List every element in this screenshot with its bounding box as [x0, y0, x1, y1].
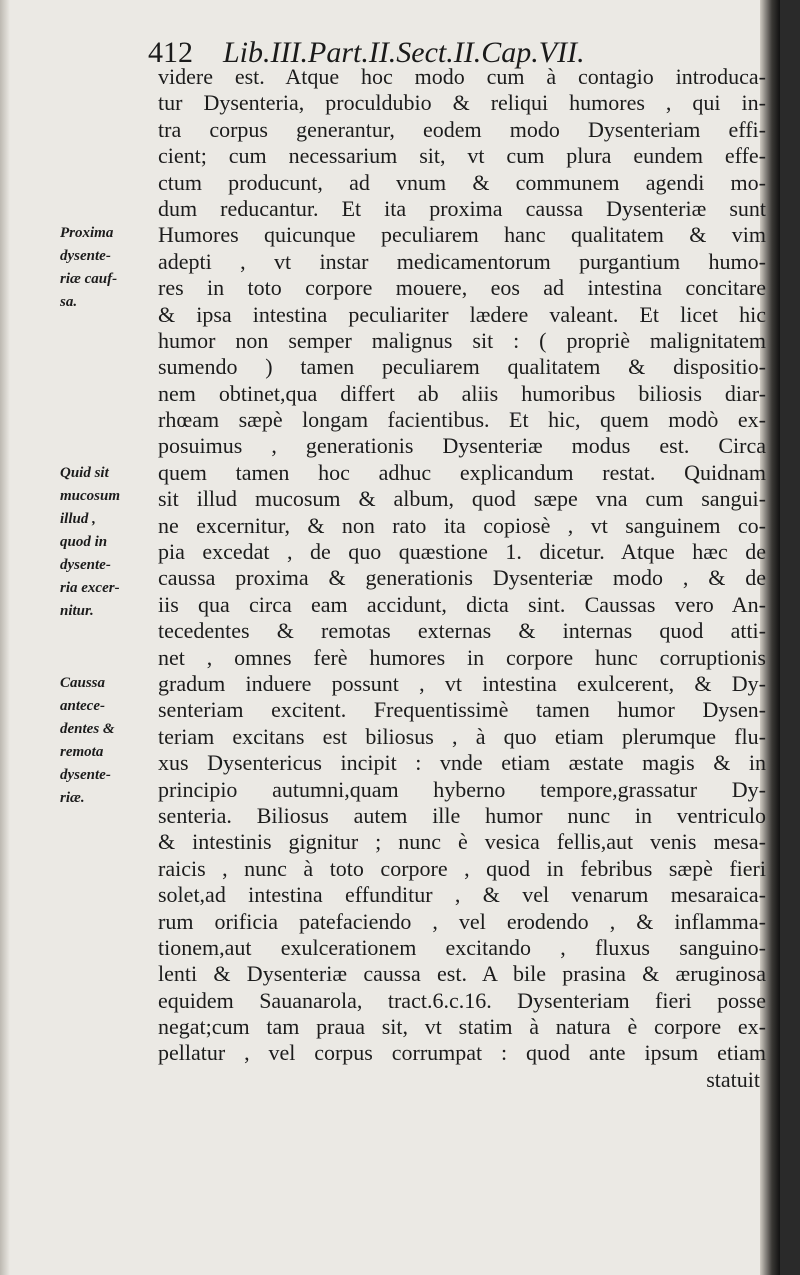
side-note-line: Proxima: [60, 225, 114, 241]
side-note-line: dysente-: [60, 767, 111, 783]
side-note-line: riæ cauf-: [60, 271, 118, 287]
text-line: & ipsa intestina peculiariter lædere valeant. Et licet hic: [158, 301, 766, 327]
text-line: gradum induere possunt , vt intestina exulcerent, & Dy-: [158, 670, 766, 696]
text-line: principio autumni,quam hyberno tempore,grassatur Dy-: [158, 776, 766, 802]
body-text: [158, 64, 766, 1093]
side-note-line: riæ.: [60, 790, 85, 806]
text-line: Humores quicunque peculiarem hanc qualitatem & vim: [158, 222, 766, 248]
side-note-line: dentes &: [60, 721, 115, 737]
text-line: tecedentes & remotas externas & internas quod atti-: [158, 618, 766, 644]
text-line: teriam excitans est biliosus , à quo etiam plerumque flu-: [158, 723, 766, 749]
text-line: ctum producunt, ad vnum & communem agendi mo-: [158, 169, 766, 195]
side-note-line: nitur.: [60, 603, 94, 619]
text-line: sit illud mucosum & album, quod sæpe vna cum sangui-: [158, 486, 766, 512]
side-note-line: dysente-: [60, 248, 111, 264]
text-line: tionem,aut exulcerationem excitando , fluxus sanguino-: [158, 934, 766, 960]
catchword: statuit: [706, 1066, 760, 1092]
text-line: negat;cum tam praua sit, vt statim à natura è corpore ex-: [158, 1014, 766, 1040]
side-note-mucosum: [60, 462, 152, 623]
text-line: iis qua circa eam accidunt, dicta sint. Caussas vero An-: [158, 591, 766, 617]
side-note-line: dysente-: [60, 557, 111, 573]
text-line: rum orificia patefaciendo , vel erodendo , & inflamma-: [158, 908, 766, 934]
side-note-line: antece-: [60, 698, 105, 714]
text-line: & intestinis gignitur ; nunc è vesica fellis,aut venis mesa-: [158, 829, 766, 855]
text-line: quem tamen hoc adhuc explicandum restat. Quidnam: [158, 459, 766, 485]
text-line: res in toto corpore mouere, eos ad intestina concitare: [158, 275, 766, 301]
text-line: videre est. Atque hoc modo cum à contagio introduca-: [158, 64, 766, 89]
text-line: ne excernitur, & non rato ita copiosè , vt sanguinem co-: [158, 512, 766, 538]
text-line: xus Dysentericus incipit : vnde etiam æstate magis & in: [158, 750, 766, 776]
text-line: equidem Sauanarola, tract.6.c.16. Dysenteriam fieri posse: [158, 987, 766, 1013]
text-line: raicis , nunc à toto corpore , quod in febribus sæpè fieri: [158, 855, 766, 881]
text-line: posuimus , generationis Dysenteriæ modus est. Circa: [158, 433, 766, 459]
text-line: lenti & Dysenteriæ caussa est. A bile prasina & æruginosa: [158, 961, 766, 987]
text-line: rhœam sæpè longam facientibus. Et hic, quem modò ex-: [158, 407, 766, 433]
side-note-line: remota: [60, 744, 104, 760]
text-line: nem obtinet,qua differt ab aliis humoribus biliosis diar-: [158, 380, 766, 406]
page-number: 412: [148, 36, 193, 69]
side-note-caussae: [60, 672, 152, 810]
text-line: sumendo ) tamen peculiarem qualitatem & dispositio-: [158, 354, 766, 380]
text-line: humor non semper malignus sit : ( propriè malignitatem: [158, 327, 766, 353]
text-line: pia excedat , de quo quæstione 1. dicetur. Atque hæc de: [158, 539, 766, 565]
text-line: senteria. Biliosus autem ille humor nunc in ventriculo: [158, 802, 766, 828]
text-line: cient; cum necessarium sit, vt cum plura eundem effe-: [158, 143, 766, 169]
text-line: caussa proxima & generationis Dysenteriæ modo , & de: [158, 565, 766, 591]
side-note-line: Quid sit: [60, 465, 109, 481]
text-line: solet,ad intestina effunditur , & vel venarum mesaraica-: [158, 882, 766, 908]
side-note-line: mucosum: [60, 488, 121, 504]
side-note-line: quod in: [60, 534, 108, 550]
text-line: adepti , vt instar medicamentorum purgantium humo-: [158, 248, 766, 274]
text-line: tur Dysenteria, proculdubio & reliqui humores , qui in-: [158, 90, 766, 116]
text-line: pellatur , vel corpus corrumpat : quod ante ipsum etiam: [158, 1040, 766, 1066]
page-edge-shade: [0, 0, 10, 1275]
side-note-line: illud ,: [60, 511, 96, 527]
text-line: senteriam excitent. Frequentissimè tamen humor Dysen-: [158, 697, 766, 723]
side-note-proxima: [60, 222, 152, 314]
side-note-line: sa.: [60, 294, 78, 310]
running-title: Lib.III.Part.II.Sect.II.Cap.VII.: [223, 36, 585, 69]
text-line: dum reducantur. Et ita proxima caussa Dysenteriæ sunt: [158, 195, 766, 221]
text-line: tra corpus generantur, eodem modo Dysenteriam effi-: [158, 116, 766, 142]
text-line: net , omnes ferè humores in corpore hunc corruptionis: [158, 644, 766, 670]
side-note-line: Caussa: [60, 675, 106, 691]
side-note-line: ria excer-: [60, 580, 120, 596]
